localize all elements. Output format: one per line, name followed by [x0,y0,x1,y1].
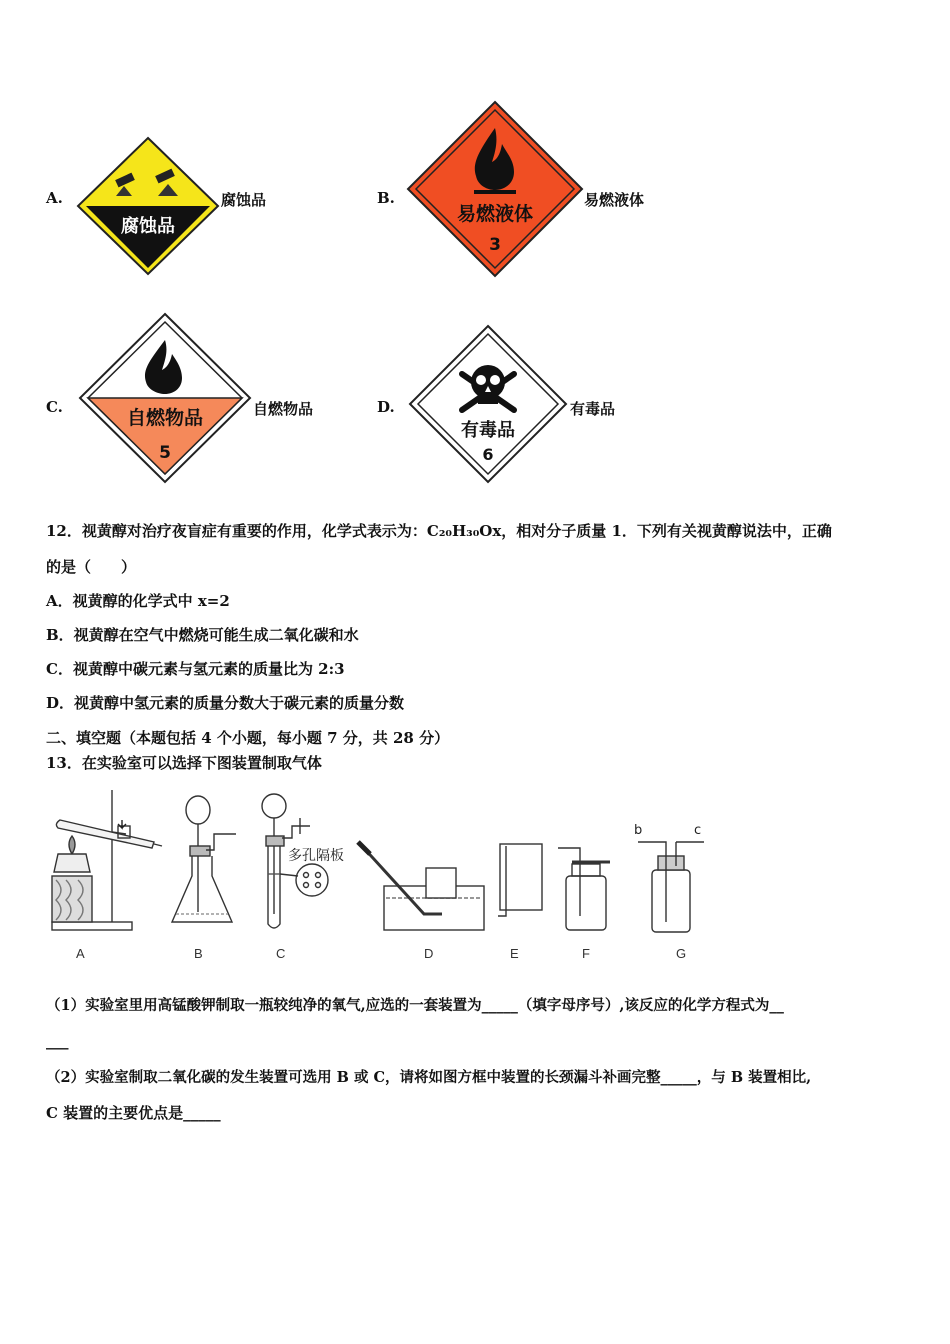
porous-plate-callout: 多孔隔板 [288,848,344,864]
flammable-sign-text: 易燃液体 [456,203,534,225]
apparatus-d [358,842,484,930]
port-c-label: c [694,823,702,838]
section-two-heading: 二、填空题（本题包括 4 个小题，每小题 7 分，共 28 分） [46,729,450,747]
apparatus-f [558,848,610,930]
corrosive-hazard-sign [76,136,220,276]
option-a-letter: A. [46,189,63,207]
port-b-label: b [634,823,643,838]
q12-stem-line2: 的是（ ） [46,558,137,576]
apparatus-label-b: B [194,946,203,961]
option-b-label: 易燃液体 [584,191,645,209]
apparatus-c [262,794,344,928]
corrosive-sign-text: 腐蚀品 [121,216,175,237]
q13-sub1-line1: （1）实验室里用高锰酸钾制取一瓶较纯净的氧气,应选的一套装置为_____（填字母序号）,该反应的化学方程式为__ [46,997,784,1014]
q13-sub2-line1: （2）实验室制取二氧化碳的发生装置可选用 B 或 C，请将如图方框中装置的长颈漏斗补画完整_____，与 B 装置相比, [46,1069,812,1086]
q12-choice-d: D．视黄醇中氢元素的质量分数大于碳元素的质量分数 [46,694,405,712]
q13-stem: 13．在实验室可以选择下图装置制取气体 [46,754,322,772]
spontaneous-combustion-sign [78,312,252,484]
toxic-sign-text: 有毒品 [461,420,515,441]
option-d-letter: D. [377,398,395,416]
apparatus-label-d: D [424,946,434,961]
apparatus-e [498,844,542,916]
q13-sub2-line2: C 装置的主要优点是_____ [46,1104,221,1122]
apparatus-a [52,790,162,930]
q12-choice-b: B．视黄醇在空气中燃烧可能生成二氧化碳和水 [46,626,359,644]
option-c-letter: C. [46,398,63,416]
q12-choice-c: C．视黄醇中碳元素与氢元素的质量比为 2:3 [46,660,345,678]
q13-sub1-line2: ___ [46,1032,69,1050]
apparatus-label-c: C [276,946,286,961]
toxic-sign [408,324,568,484]
apparatus-label-f: F [582,946,590,961]
option-a-label: 腐蚀品 [221,191,267,209]
flammable-liquid-sign [406,100,584,278]
option-d-label: 有毒品 [570,400,616,418]
apparatus-b [172,796,236,922]
svg-text:6: 6 [482,445,494,464]
apparatus-label-g: G [676,946,687,961]
apparatus-figure [44,784,724,940]
svg-text:3: 3 [489,235,501,255]
option-c-label: 自燃物品 [253,400,314,418]
spontaneous-sign-text: 自燃物品 [126,407,204,429]
option-b-letter: B. [377,189,395,207]
svg-text:5: 5 [159,443,171,463]
apparatus-g [634,823,704,932]
apparatus-label-e: E [510,946,519,961]
q12-stem-line1: 12．视黄醇对治疗夜盲症有重要的作用，化学式表示为：C₂₀H₃₀Ox，相对分子质量 1．下列有关视黄醇说法中，正确 [46,522,832,540]
q12-choice-a: A．视黄醇的化学式中 x=2 [46,592,230,610]
apparatus-label-a: A [76,946,85,961]
